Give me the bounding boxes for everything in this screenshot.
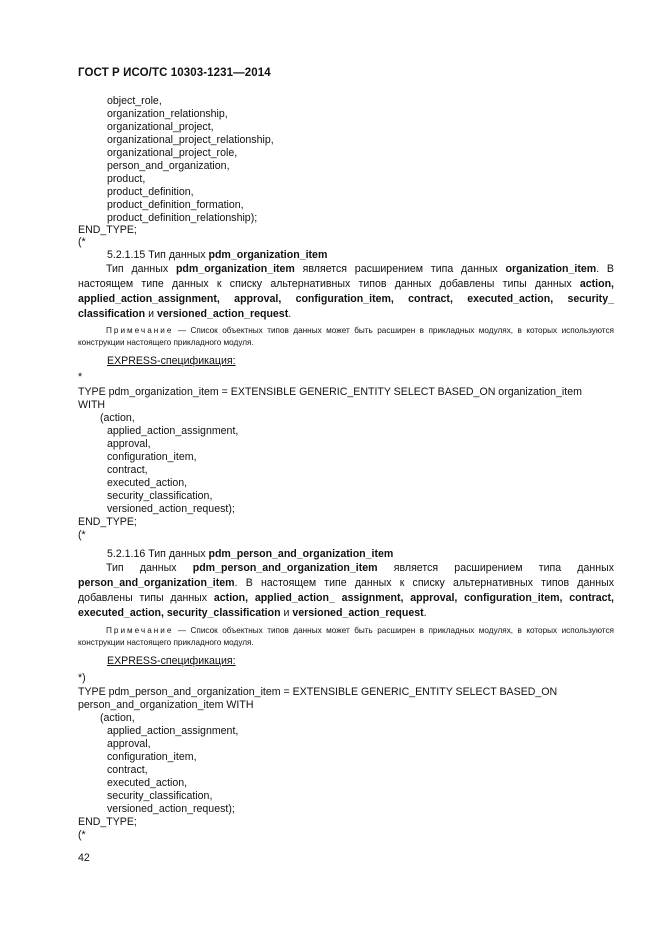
code-line: WITH (78, 399, 106, 411)
note: Примечание — Список объектных типов данных может быть расширен в прикладных модулях, в которых используются конструкции настоящего прикладного модуля. (78, 326, 614, 347)
code-line: executed_action, (107, 477, 188, 489)
code-line: product_definition, (107, 186, 194, 198)
code-line: organizational_project_role, (107, 147, 238, 159)
code-end-type: END_TYPE; (78, 816, 137, 828)
code-line: versioned_action_request); (107, 503, 235, 515)
code-line: product_definition_relationship); (107, 212, 258, 224)
code-end-type: END_TYPE; (78, 224, 137, 236)
code-line: product, (107, 173, 146, 185)
code-comment-open: (* (78, 829, 86, 841)
section-heading: 5.2.1.16 Тип данных pdm_person_and_organization_item (107, 548, 394, 560)
section-paragraph: Тип данных pdm_organization_item является расширением типа данных organization_item. В настоящем типе данных к списку альтернативных типов данных добавлены типы данных action, applied_action_assignment, approval, configuration_item, contract, executed_action, security_ classification и versioned_action_request. (78, 263, 614, 320)
code-line: applied_action_assignment, (107, 725, 239, 737)
code-type-line: TYPE pdm_person_and_organization_item = EXTENSIBLE GENERIC_ENTITY SELECT BASED_ON (78, 686, 558, 698)
code-line: contract, (107, 464, 148, 476)
code-line: security_classification, (107, 490, 213, 502)
code-line: (action, (100, 712, 135, 724)
code-line: person_and_organization_item WITH (78, 699, 254, 711)
code-line: (action, (100, 412, 135, 424)
express-spec-label: EXPRESS-спецификация: (107, 655, 236, 667)
code-line: object_role, (107, 95, 162, 107)
section-paragraph: Тип данных pdm_person_and_organization_item является расширением типа данных person_and_organization_item. В настоящем типе данных к списку альтернативных типов данных добавлены типы данных action, applied_action_ assignment, approval, configuration_item, contract, executed_action, security_classification и versioned_action_request. (78, 562, 614, 619)
code-line: organizational_project_relationship, (107, 134, 274, 146)
express-spec-label: EXPRESS-спецификация: (107, 355, 236, 367)
code-line: approval, (107, 738, 151, 750)
code-line: organization_relationship, (107, 108, 228, 120)
code-type-line: TYPE pdm_organization_item = EXTENSIBLE GENERIC_ENTITY SELECT BASED_ON organization_item (78, 386, 582, 398)
code-line: versioned_action_request); (107, 803, 235, 815)
section-heading: 5.2.1.15 Тип данных pdm_organization_item (107, 249, 328, 261)
code-line: * (78, 371, 83, 383)
page-number: 42 (78, 852, 90, 864)
code-line: executed_action, (107, 777, 188, 789)
code-line: security_classification, (107, 790, 213, 802)
note: Примечание — Список объектных типов данных может быть расширен в прикладных модулях, в которых используются конструкции настоящего прикладного модуля. (78, 626, 614, 647)
code-line: approval, (107, 438, 151, 450)
code-line: configuration_item, (107, 751, 197, 763)
code-line: organizational_project, (107, 121, 214, 133)
code-line: *) (78, 672, 86, 684)
document-header: ГОСТ Р ИСО/ТС 10303-1231—2014 (78, 67, 271, 79)
code-comment-open: (* (78, 236, 86, 248)
code-line: configuration_item, (107, 451, 197, 463)
code-line: product_definition_formation, (107, 199, 244, 211)
code-comment-open: (* (78, 529, 86, 541)
code-line: person_and_organization, (107, 160, 230, 172)
code-line: applied_action_assignment, (107, 425, 239, 437)
code-end-type: END_TYPE; (78, 516, 137, 528)
code-line: contract, (107, 764, 148, 776)
